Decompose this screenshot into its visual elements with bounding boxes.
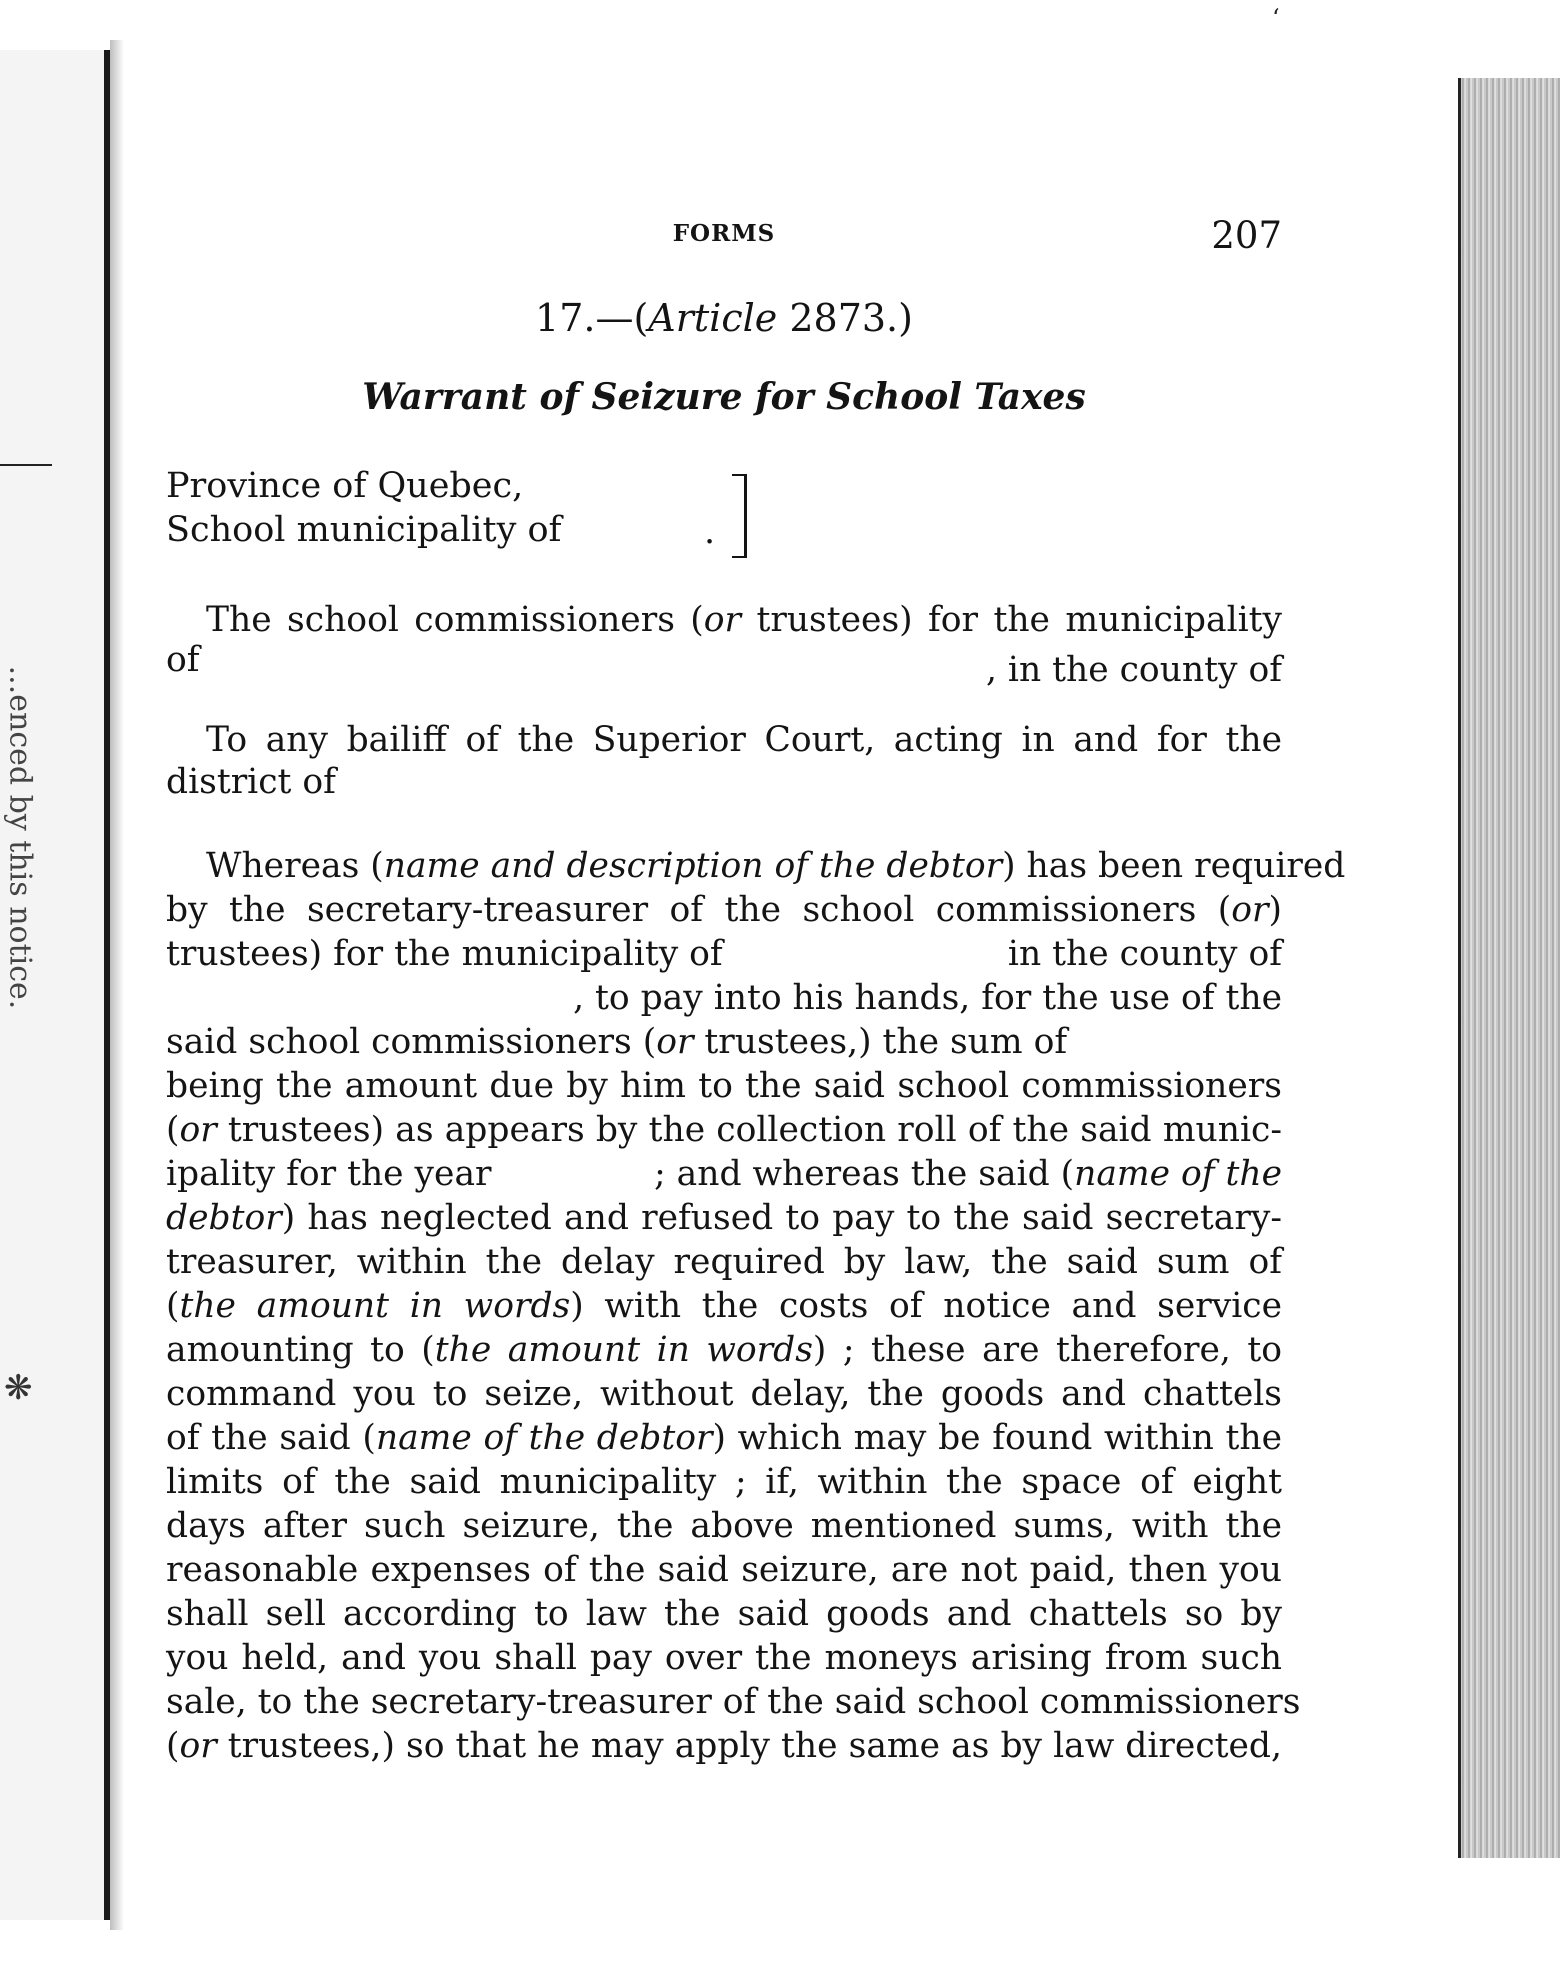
para3-line3-right: in the county of bbox=[1007, 934, 1282, 974]
text-run: ( bbox=[166, 1110, 180, 1150]
form-title: Warrant of Seizure for School Taxes bbox=[362, 376, 1086, 418]
para3-line21 bbox=[166, 1726, 1282, 1766]
text-run: ) has been required bbox=[1002, 846, 1346, 886]
italic-run: or bbox=[703, 600, 742, 640]
text-run: by the secretary-treasurer of the school commissioners ( bbox=[166, 890, 1232, 930]
text-run: trustees,) the sum of bbox=[693, 1022, 1068, 1062]
text-run: trustees) for the municipality bbox=[741, 600, 1282, 640]
jurisdiction-dot: . bbox=[704, 512, 716, 552]
form-number bbox=[166, 296, 1282, 340]
para1-line2: of bbox=[166, 640, 200, 680]
margin-rule bbox=[0, 464, 52, 466]
italic-run: debtor bbox=[166, 1198, 282, 1238]
para1-line1 bbox=[206, 600, 1282, 640]
text-run: trustees) as appears by the collection roll of the said munic- bbox=[216, 1110, 1282, 1150]
para3-line11 bbox=[166, 1286, 1282, 1326]
text-run: Whereas ( bbox=[206, 846, 384, 886]
running-head-title: FORMS bbox=[672, 220, 776, 247]
italic-run: name of the debtor bbox=[375, 1418, 713, 1458]
italic-run: or bbox=[1231, 890, 1269, 930]
italic-run: the amount in words bbox=[434, 1330, 813, 1370]
para3-line18: shall sell according to law the said goods and chattels so by bbox=[166, 1594, 1282, 1634]
para3-line4: , to pay into his hands, for the use of the bbox=[573, 978, 1282, 1018]
italic-run: name of the bbox=[1074, 1154, 1282, 1194]
text-run: ( bbox=[166, 1286, 180, 1326]
para2-line1: To any bailiff of the Superior Court, acting in and for the bbox=[206, 720, 1282, 760]
para3-line20: sale, to the secretary-treasurer of the said school commissioners bbox=[166, 1682, 1301, 1722]
article-label: Article bbox=[648, 296, 778, 340]
text-run: said school commissioners ( bbox=[166, 1022, 657, 1062]
text-run: trustees,) so that he may apply the same as by law directed, bbox=[216, 1726, 1282, 1766]
facing-page-text: ...enced by this notice. bbox=[2, 665, 38, 1010]
gutter-shadow bbox=[110, 40, 124, 1930]
italic-run: or bbox=[179, 1726, 217, 1766]
para3-line12 bbox=[166, 1330, 1282, 1370]
municipality-line: School municipality of bbox=[166, 510, 562, 550]
para3-line19: you held, and you shall pay over the moneys arising from such bbox=[166, 1638, 1282, 1678]
para3-line15: limits of the said municipality ; if, within the space of eight bbox=[166, 1462, 1282, 1502]
text-run: ( bbox=[166, 1726, 180, 1766]
italic-run: or bbox=[179, 1110, 217, 1150]
jurisdiction-block bbox=[166, 464, 562, 552]
article-open: ( bbox=[633, 296, 649, 340]
para3-line14 bbox=[166, 1418, 1282, 1458]
page-number: 207 bbox=[1211, 214, 1282, 257]
para2-line2: district of bbox=[166, 762, 336, 802]
para3-line10: treasurer, within the delay required by law, the said sum of bbox=[166, 1242, 1282, 1282]
text-run: of the said ( bbox=[166, 1418, 376, 1458]
para3-line8-right bbox=[654, 1154, 1282, 1194]
jurisdiction-brace bbox=[732, 474, 747, 558]
para3-line8-left: ipality for the year bbox=[166, 1154, 492, 1194]
book-fore-edge bbox=[1458, 78, 1560, 1858]
text-run: The school commissioners ( bbox=[206, 600, 704, 640]
para3-line7 bbox=[166, 1110, 1282, 1150]
text-run: ) which may be found within the bbox=[712, 1418, 1283, 1458]
running-head bbox=[166, 214, 1282, 257]
para3-line5 bbox=[166, 1022, 1067, 1062]
para3-line1 bbox=[206, 846, 1346, 886]
para3-line16: days after such seizure, the above mentioned sums, with the bbox=[166, 1506, 1282, 1546]
para1-line2-right: , in the county of bbox=[985, 650, 1282, 690]
province-line: Province of Quebec, bbox=[166, 466, 524, 506]
para3-line3: trustees) for the municipality of bbox=[166, 934, 723, 974]
facing-page-edge bbox=[0, 50, 110, 1920]
text-run: ) has neglected and refused to pay to the said secretary- bbox=[281, 1198, 1282, 1238]
para3-line17: reasonable expenses of the said seizure, are not paid, then you bbox=[166, 1550, 1282, 1590]
text-run: ; and whereas the said ( bbox=[654, 1154, 1075, 1194]
para3-line6: being the amount due by him to the said school commissioners bbox=[166, 1066, 1282, 1106]
ornament-icon: ❋ bbox=[4, 1368, 33, 1408]
italic-run: name and description of the debtor bbox=[383, 846, 1003, 886]
para3-line9 bbox=[166, 1198, 1282, 1238]
para3-line2: by the secretary-treasurer of the school commissioners (or) bbox=[166, 890, 1282, 930]
corner-mark: ‘ bbox=[1272, 4, 1280, 32]
text-run: amounting to ( bbox=[166, 1330, 435, 1370]
text-run: ) with the costs of notice and service bbox=[570, 1286, 1282, 1326]
para3-line13: command you to seize, without delay, the goods and chattels bbox=[166, 1374, 1282, 1414]
text-run: ) ; these are therefore, to bbox=[812, 1330, 1282, 1370]
italic-run: the amount in words bbox=[179, 1286, 571, 1326]
italic-run: or bbox=[656, 1022, 694, 1062]
article-number: 2873.) bbox=[777, 296, 913, 340]
form-number-label: 17.— bbox=[535, 296, 634, 340]
